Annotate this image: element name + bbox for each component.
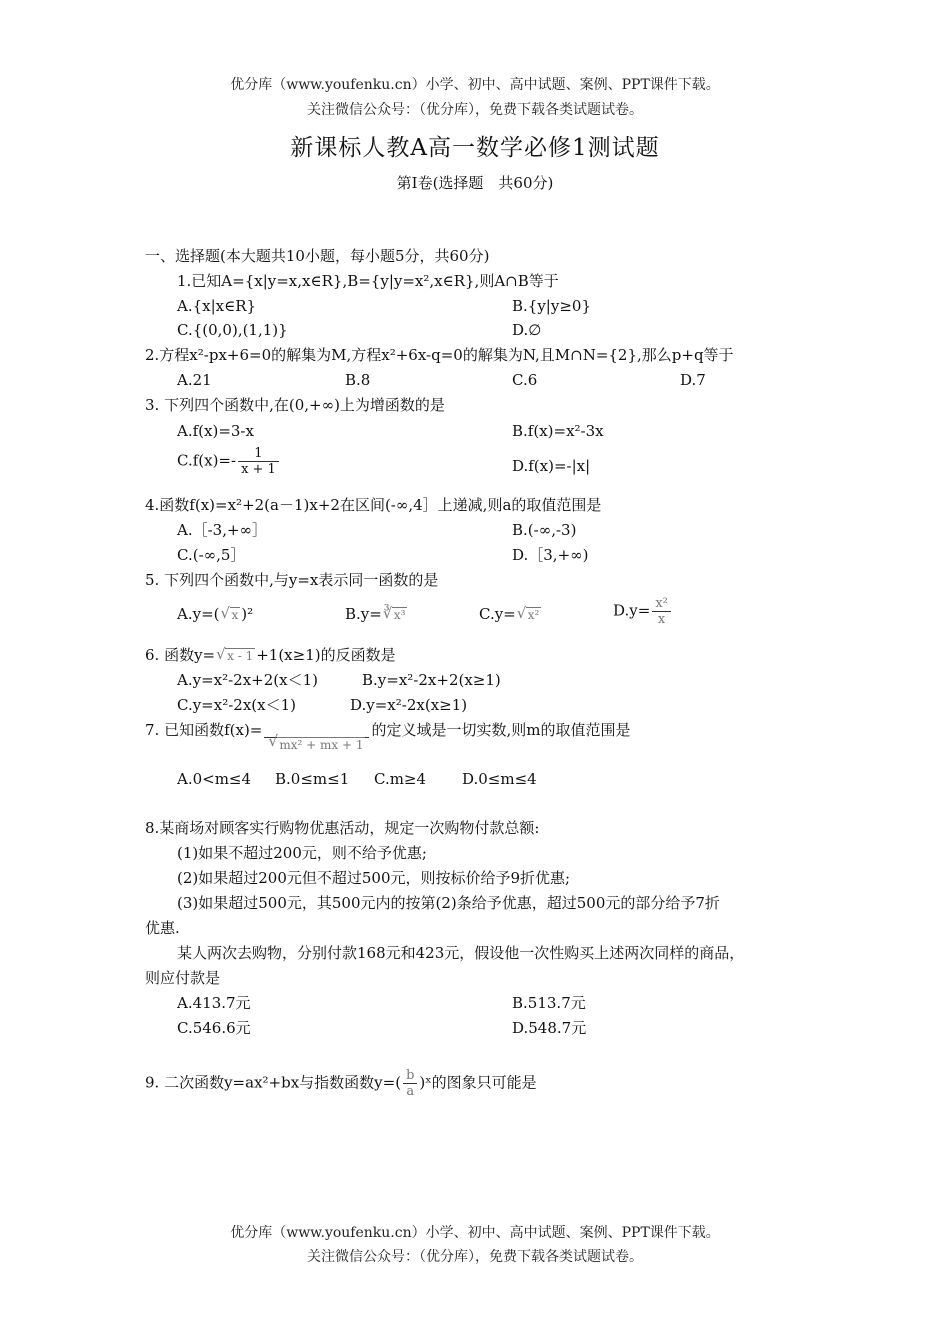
option-prefix: D.y= (613, 601, 651, 620)
radicand: x (231, 608, 239, 622)
fraction-denominator: a (406, 1084, 415, 1099)
question-3-stem: 3. 下列四个函数中,在(0,+∞)上为增函数的是 (145, 396, 445, 414)
question-4-option-b: B.(-∞,-3) (512, 521, 577, 539)
radical-sign: √ (220, 604, 231, 622)
fraction (238, 446, 279, 477)
question-4-stem: 4.函数f(x)=x²+2(a－1)x+2在区间(-∞,4］上递减,则a的取值范围是 (145, 496, 602, 514)
radicand: x - 1 (227, 649, 254, 663)
fraction-denominator: x + 1 (241, 462, 276, 477)
fraction-denominator (264, 732, 369, 753)
fraction-numerator: 1 (238, 446, 279, 462)
header-line-1: 优分库（www.youfenku.cn）小学、初中、高中试题、案例、PPT课件下载。 (230, 77, 720, 93)
question-2-option-a: A.21 (177, 371, 212, 389)
option-prefix: B.y= (345, 605, 382, 623)
question-8-rule-3: (3)如果超过500元，其500元内的按第(2)条给予优惠，超过500元的部分给予7折 (177, 894, 720, 912)
question-1-option-b: B.{y|y≥0} (512, 297, 591, 315)
radicand: x³ (393, 608, 406, 622)
radical-sign: ∛ (382, 604, 393, 622)
question-5-option-d (613, 596, 673, 627)
question-4-option-a: A.［-3,+∞］ (177, 521, 268, 539)
question-1-stem: 1.已知A={x|y=x,x∈R},B={y|y=x²,x∈R},则A∩B等于 (177, 272, 559, 290)
page-title: 新课标人教A高一数学必修1测试题 (290, 135, 660, 161)
question-1-option-a: A.{x|x∈R} (177, 297, 257, 315)
stem-suffix: 的定义域是一切实数,则m的取值范围是 (371, 721, 631, 739)
question-3-option-b: B.f(x)=x²-3x (512, 422, 604, 440)
header-line-2: 关注微信公众号：（优分库），免费下载各类试题试卷。 (307, 102, 643, 118)
question-7-option-b: B.0≤m≤1 (275, 770, 350, 788)
fraction (403, 1068, 417, 1099)
section-heading: 一、选择题(本大题共10小题，每小题5分，共60分) (145, 247, 490, 265)
radicand: mx² + mx + 1 (279, 738, 364, 752)
question-8-option-d: D.548.7元 (512, 1019, 587, 1037)
fraction-numerator: b (403, 1068, 417, 1084)
question-6-option-d: D.y=x²-2x(x≥1) (350, 696, 468, 714)
question-4-option-c: C.(-∞,5］ (177, 546, 246, 564)
option-prefix: C.y= (479, 605, 516, 623)
question-7-option-a: A.0<m≤4 (177, 770, 252, 788)
fraction-numerator-blank (264, 722, 369, 738)
question-5-option-c (479, 605, 542, 623)
question-8-rule-2: (2)如果超过200元但不超过500元，则按标价给予9折优惠; (177, 869, 571, 887)
radical-sign: √ (216, 645, 226, 663)
question-2-option-b: B.8 (345, 371, 371, 389)
question-2-option-d: D.7 (680, 371, 706, 389)
question-3-option-c (177, 446, 281, 477)
page-subtitle: 第Ⅰ卷(选择题 共60分) (396, 174, 554, 192)
question-1-option-d: D.∅ (512, 321, 542, 339)
stem-prefix: 9. 二次函数y=ax²+bx与指数函数y=( (145, 1073, 402, 1092)
cube-root-expression (382, 604, 408, 622)
question-3-option-d: D.f(x)=-|x| (512, 457, 591, 475)
question-1-option-c: C.{(0,0),(1,1)} (177, 321, 288, 339)
question-7-option-d: D.0≤m≤4 (462, 770, 537, 788)
fraction-denominator: x (657, 612, 666, 627)
stem-prefix: 6. 函数y= (145, 646, 216, 664)
radicand: x² (527, 608, 540, 622)
question-7-option-c: C.m≥4 (374, 770, 427, 788)
radical-sign: √ (516, 604, 527, 622)
question-6-stem (145, 644, 396, 665)
question-7-stem (145, 719, 630, 753)
question-8-option-b: B.513.7元 (512, 994, 586, 1012)
question-5-option-b (345, 605, 408, 623)
sqrt-expression (220, 604, 241, 622)
question-6-option-c: C.y=x²-2x(x＜1) (177, 696, 297, 714)
option-prefix: A.y=( (177, 605, 220, 623)
question-3-option-c-prefix: C.f(x)=- (177, 451, 237, 470)
fraction (652, 596, 671, 627)
question-8-option-c: C.546.6元 (177, 1019, 251, 1037)
question-8-option-a: A.413.7元 (177, 994, 251, 1012)
footer-line-2: 关注微信公众号：（优分库），免费下载各类试题试卷。 (307, 1249, 643, 1265)
stem-prefix: 7. 已知函数f(x)= (145, 721, 263, 739)
question-9-stem (145, 1068, 537, 1099)
fraction-numerator: x² (652, 596, 671, 612)
question-3-option-a: A.f(x)=3-x (177, 422, 254, 440)
sqrt-expression (268, 732, 365, 753)
question-8-rule-1: (1)如果不超过200元，则不给予优惠; (177, 844, 427, 862)
question-8-rule-3-cont: 优惠. (145, 919, 180, 937)
question-2-option-c: C.6 (512, 371, 538, 389)
question-6-option-a: A.y=x²-2x+2(x＜1) (177, 671, 319, 689)
question-5-option-a (177, 605, 253, 623)
sqrt-expression (516, 604, 542, 622)
question-6-option-b: B.y=x²-2x+2(x≥1) (362, 671, 501, 689)
question-8-paragraph-cont: 则应付款是 (145, 969, 221, 987)
option-suffix: )² (241, 605, 254, 623)
sqrt-expression (216, 645, 255, 663)
radical-sign: √ (268, 732, 278, 750)
fraction (264, 722, 369, 753)
question-4-option-d: D.［3,+∞) (512, 546, 589, 564)
question-8-stem: 8.某商场对顾客实行购物优惠活动，规定一次购物付款总额: (145, 819, 540, 837)
question-8-paragraph: 某人两次去购物，分别付款168元和423元，假设他一次性购买上述两次同样的商品， (177, 944, 745, 962)
stem-suffix: +1(x≥1)的反函数是 (256, 646, 396, 664)
question-2-stem: 2.方程x²-px+6=0的解集为M,方程x²+6x-q=0的解集为N,且M∩N={2},那么p+q等于 (145, 346, 734, 364)
question-5-stem: 5. 下列四个函数中,与y=x表示同一函数的是 (145, 571, 439, 589)
stem-suffix: )ˣ的图象只可能是 (419, 1073, 537, 1092)
footer-line-1: 优分库（www.youfenku.cn）小学、初中、高中试题、案例、PPT课件下载。 (230, 1225, 720, 1241)
